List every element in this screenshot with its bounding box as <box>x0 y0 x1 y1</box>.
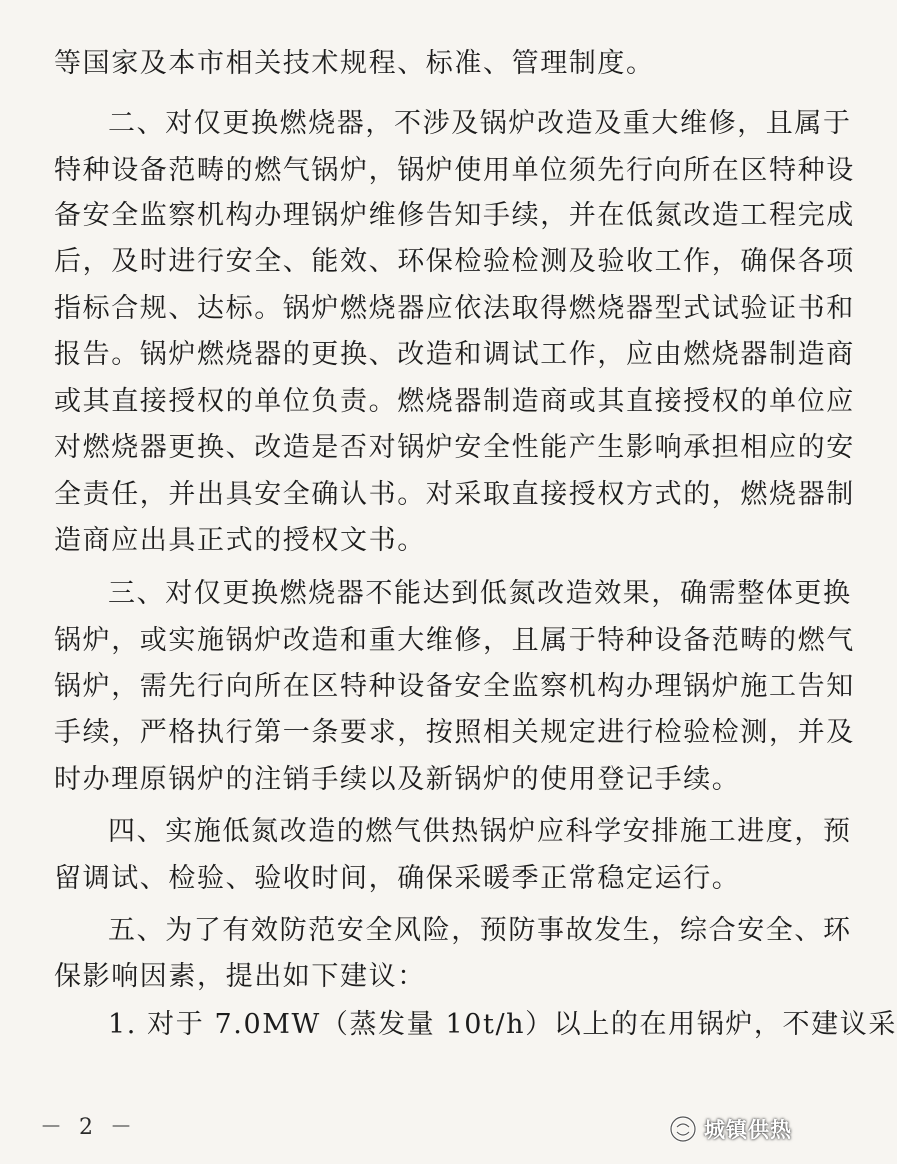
text-line: 等国家及本市相关技术规程、标准、管理制度。 <box>54 48 655 79</box>
text-line: 指标合规、达标。锅炉燃烧器应依法取得燃烧器型式试验证书和 <box>54 293 855 324</box>
text-line: 全责任，并出具安全确认书。对采取直接授权方式的，燃烧器制 <box>54 479 855 510</box>
text-line: 留调试、检验、验收时间，确保采暖季正常稳定运行。 <box>54 863 741 894</box>
text-line: 或其直接授权的单位负责。燃烧器制造商或其直接授权的单位应 <box>54 386 855 417</box>
text-line: 报告。锅炉燃烧器的更换、改造和调试工作，应由燃烧器制造商 <box>54 339 855 370</box>
text-line: 锅炉，需先行向所在区特种设备安全监察机构办理锅炉施工告知 <box>54 671 855 702</box>
text-line: 保影响因素，提出如下建议： <box>54 961 426 992</box>
watermark <box>668 1112 792 1146</box>
wechat-channel-icon <box>668 1114 698 1144</box>
page-number: － 2 － <box>40 1115 137 1140</box>
text-line: 造商应出具正式的授权文书。 <box>54 525 426 556</box>
text-line: 五、为了有效防范安全风险，预防事故发生，综合安全、环 <box>108 915 852 946</box>
text-line: 后，及时进行安全、能效、环保检验检测及验收工作，确保各项 <box>54 246 855 277</box>
text-line: 1. 对于 7.0MW（蒸发量 10t/h）以上的在用锅炉，不建议采 <box>108 1009 897 1040</box>
text-line: 手续，严格执行第一条要求，按照相关规定进行检验检测，并及 <box>54 717 855 748</box>
text-line: 四、实施低氮改造的燃气供热锅炉应科学安排施工进度，预 <box>108 816 852 847</box>
text-line: 特种设备范畴的燃气锅炉，锅炉使用单位须先行向所在区特种设 <box>54 155 855 186</box>
text-line: 锅炉，或实施锅炉改造和重大维修，且属于特种设备范畴的燃气 <box>54 625 855 656</box>
text-line: 二、对仅更换燃烧器，不涉及锅炉改造及重大维修，且属于 <box>108 108 852 139</box>
text-line: 三、对仅更换燃烧器不能达到低氮改造效果，确需整体更换 <box>108 578 852 609</box>
watermark-text: 城镇供热 <box>704 1118 792 1142</box>
text-line: 备安全监察机构办理锅炉维修告知手续，并在低氮改造工程完成 <box>54 200 855 231</box>
text-line: 对燃烧器更换、改造是否对锅炉安全性能产生影响承担相应的安 <box>54 432 855 463</box>
text-line: 时办理原锅炉的注销手续以及新锅炉的使用登记手续。 <box>54 764 741 795</box>
